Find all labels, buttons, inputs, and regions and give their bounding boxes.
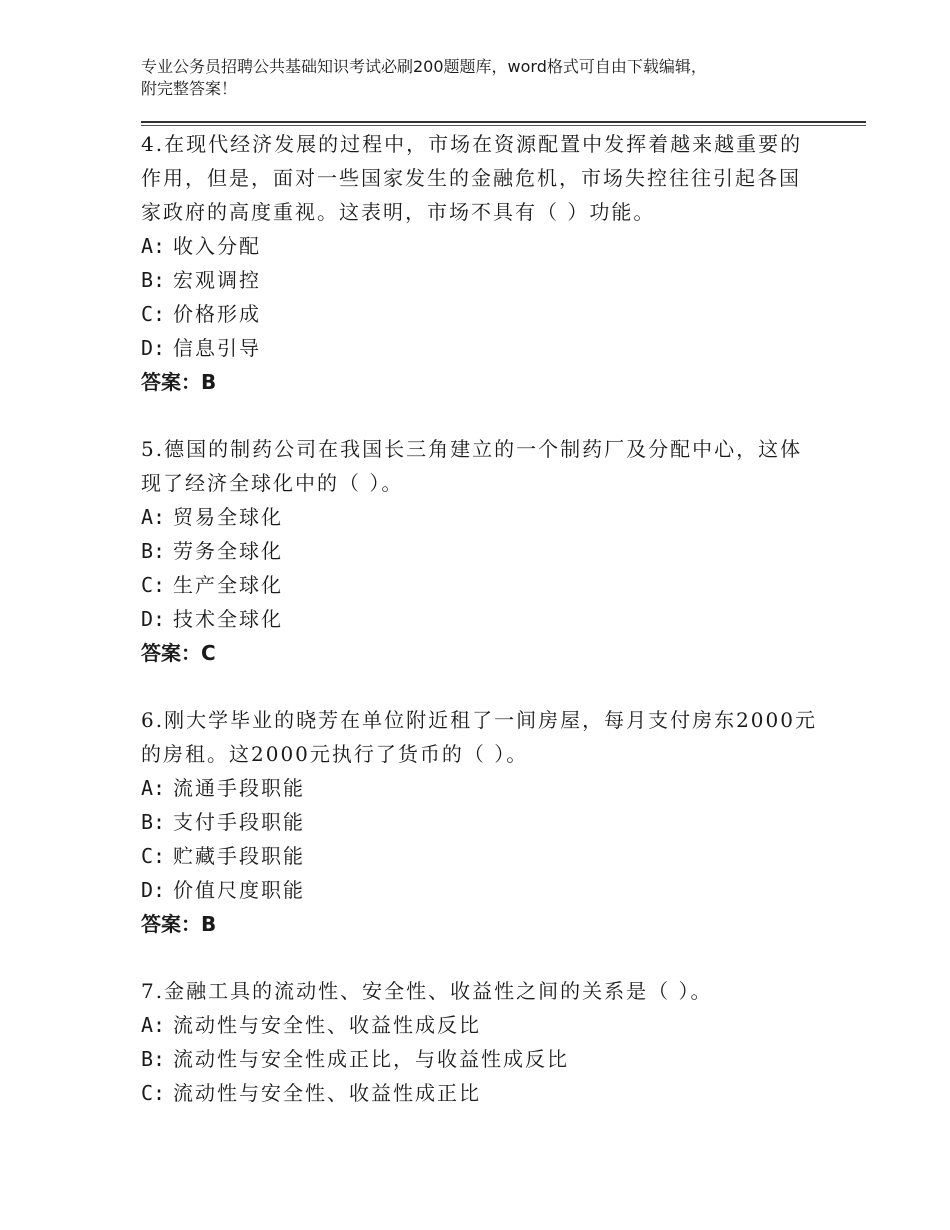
question-4 [141, 127, 821, 399]
option-d [141, 602, 821, 636]
option-text: 技术全球化 [173, 607, 283, 631]
option-text: 价值尺度职能 [173, 878, 305, 902]
option-text: 流动性与安全性成正比，与收益性成反比 [173, 1047, 569, 1071]
document-header [141, 56, 821, 100]
option-letter: A: [141, 1013, 166, 1037]
question-spacer [141, 670, 821, 703]
option-a [141, 500, 821, 534]
option-c [141, 568, 821, 602]
option-b [141, 805, 821, 839]
option-c [141, 839, 821, 873]
question-spacer [141, 399, 821, 432]
header-rule-thick [141, 121, 866, 123]
option-letter: D: [141, 878, 166, 902]
option-text: 流通手段职能 [173, 776, 305, 800]
option-letter: B: [141, 539, 166, 563]
option-text: 价格形成 [173, 302, 261, 326]
answer-line: 答案：B [141, 912, 217, 936]
question-spacer [141, 941, 821, 974]
option-letter: B: [141, 810, 166, 834]
header-line-1: 专业公务员招聘公共基础知识考试必刷200题题库，word格式可自由下载编辑， [141, 57, 707, 76]
option-d [141, 873, 821, 907]
question-5 [141, 432, 821, 670]
answer-line: 答案：C [141, 641, 216, 665]
question-stem-line: 作用，但是，面对一些国家发生的金融危机，市场失控往往引起各国 [141, 166, 801, 190]
option-b [141, 1042, 821, 1076]
question-stem-line: 7.金融工具的流动性、安全性、收益性之间的关系是（ ）。 [141, 979, 713, 1003]
option-text: 宏观调控 [173, 268, 261, 292]
question-list [141, 127, 821, 1110]
option-letter: C: [141, 302, 166, 326]
question-stem-line: 5.德国的制药公司在我国长三角建立的一个制药厂及分配中心，这体 [141, 437, 803, 461]
option-text: 信息引导 [173, 336, 261, 360]
question-stem-line: 的房租。这2000元执行了货币的（ ）。 [141, 742, 529, 766]
option-text: 支付手段职能 [173, 810, 305, 834]
question-6 [141, 703, 821, 941]
header-rule-thin [141, 125, 866, 126]
option-letter: C: [141, 573, 166, 597]
option-text: 流动性与安全性、收益性成反比 [173, 1013, 481, 1037]
option-letter: C: [141, 844, 166, 868]
option-text: 流动性与安全性、收益性成正比 [173, 1081, 481, 1105]
header-line-2: 附完整答案！ [141, 79, 238, 98]
option-letter: A: [141, 776, 166, 800]
question-stem-line: 家政府的高度重视。这表明，市场不具有（ ）功能。 [141, 200, 656, 224]
option-d [141, 331, 821, 365]
option-letter: D: [141, 336, 166, 360]
question-stem-line: 4.在现代经济发展的过程中，市场在资源配置中发挥着越来越重要的 [141, 132, 803, 156]
option-b [141, 534, 821, 568]
option-text: 劳务全球化 [173, 539, 283, 563]
option-text: 收入分配 [173, 234, 261, 258]
option-letter: B: [141, 268, 166, 292]
option-a [141, 771, 821, 805]
option-letter: A: [141, 234, 166, 258]
option-c [141, 1076, 821, 1110]
option-text: 贮藏手段职能 [173, 844, 305, 868]
option-text: 贸易全球化 [173, 505, 283, 529]
option-letter: D: [141, 607, 166, 631]
option-c [141, 297, 821, 331]
option-letter: C: [141, 1081, 166, 1105]
option-letter: B: [141, 1047, 166, 1071]
option-a [141, 229, 821, 263]
option-a [141, 1008, 821, 1042]
question-7 [141, 974, 821, 1110]
answer-line: 答案：B [141, 370, 217, 394]
question-stem-line: 现了经济全球化中的（ ）。 [141, 471, 404, 495]
option-letter: A: [141, 505, 166, 529]
question-stem-line: 6.刚大学毕业的晓芳在单位附近租了一间房屋，每月支付房东2000元 [141, 708, 817, 732]
option-text: 生产全球化 [173, 573, 283, 597]
option-b [141, 263, 821, 297]
